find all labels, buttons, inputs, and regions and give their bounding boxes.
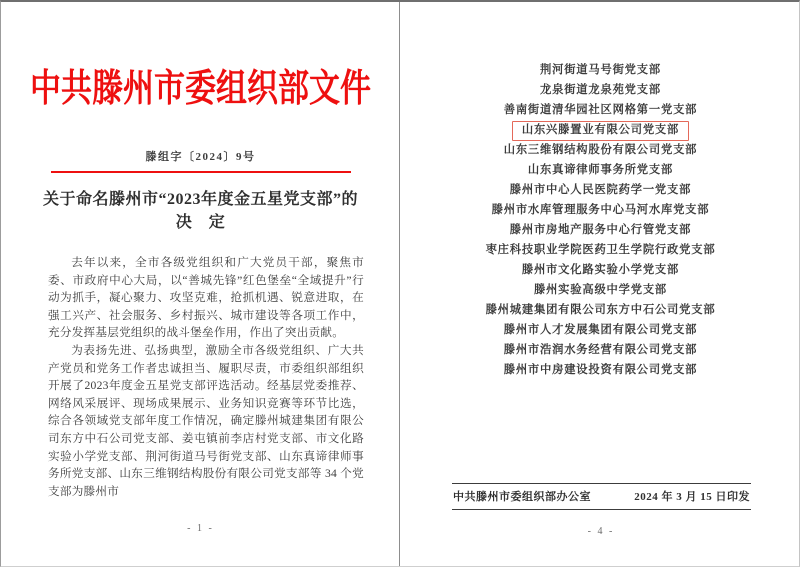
document-title [21, 188, 380, 234]
page-number-right: - 4 - [587, 526, 615, 537]
body-paragraph: 为表扬先进、弘扬典型，激励全市各级党组织、广大共产党员和党务工作者忠诚担当、履职尽责，市委组织部组织开展了2023年度金五星党支部评选活动。经基层党委推荐、网络风采展评、现场成果展示、业务知识竞赛等环节比选，综合各领域党支部年度工作情况，确定滕州城建集团有限公司东方中石公司党支部、姜屯镇前李店村党支部、市文化路实验小学党支部、荆河街道马号街党支部、山东真谛律师事务所党支部、山东三维钢结构股份有限公司党支部等 34 个党支部为滕州市 [48, 343, 364, 498]
list-item: 滕州市文化路实验小学党支部 [521, 264, 680, 276]
document-number: 滕组字〔2024〕9号 [145, 151, 256, 163]
list-item: 枣庄科技职业学院医药卫生学院行政党支部 [485, 244, 716, 256]
letterhead-title: 中共滕州市委组织部文件 [30, 66, 371, 110]
print-date: 2024 年 3 月 15 日印发 [634, 491, 750, 503]
colophon-bar [452, 483, 751, 510]
list-item: 滕州实验高级中学党支部 [533, 284, 668, 296]
list-item: 滕州城建集团有限公司东方中石公司党支部 [485, 304, 716, 316]
body-paragraph: 去年以来，全市各级党组织和广大党员干部，聚焦市委、市政府中心大局，以“善城先锋”红色堡垒“全域提升”行动为抓手，凝心聚力、攻坚克难，抢抓机遇、锐意进取，在强工兴产、社会服务、乡村振兴、城市建设等各项工作中，充分发挥基层党组织的战斗堡垒作用，作出了突出贡献。 [48, 256, 364, 340]
list-item: 山东三维钢结构股份有限公司党支部 [503, 144, 698, 156]
list-item: 善南街道清华园社区网格第一党支部 [503, 104, 698, 116]
issuing-office: 中共滕州市委组织部办公室 [453, 491, 591, 503]
list-item: 滕州市中房建设投资有限公司党支部 [503, 364, 698, 376]
branch-list [400, 60, 800, 380]
list-item: 山东真谛律师事务所党支部 [527, 164, 674, 176]
list-item: 滕州市浩润水务经营有限公司党支部 [503, 344, 698, 356]
page-number-left: - 1 - [187, 523, 214, 534]
list-item: 滕州市人才发展集团有限公司党支部 [503, 324, 698, 336]
list-item: 滕州市中心人民医院药学一党支部 [509, 184, 692, 196]
list-item [400, 120, 800, 140]
list-item: 滕州市房地产服务中心行管党支部 [509, 224, 692, 236]
highlight-box: 山东兴滕置业有限公司党支部 [512, 121, 689, 141]
red-divider-rule [51, 171, 351, 173]
document-title-line2: 决 定 [175, 214, 226, 231]
document-body [48, 254, 364, 500]
list-item: 荆河街道马号街党支部 [540, 64, 661, 76]
list-item: 滕州市水库管理服务中心马河水库党支部 [491, 204, 710, 216]
list-item: 龙泉街道龙泉苑党支部 [540, 84, 661, 96]
document-title-line1: 关于命名滕州市“2023年度金五星党支部”的 [42, 191, 358, 208]
